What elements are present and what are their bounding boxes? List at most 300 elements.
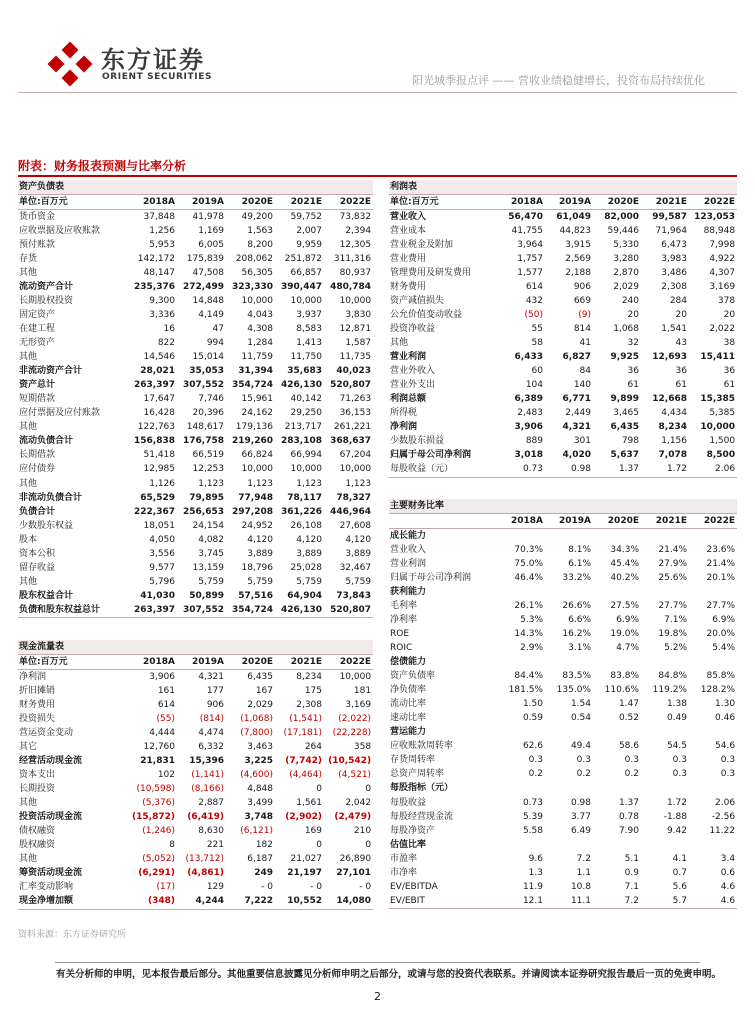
cell-value: 14,848 bbox=[192, 295, 224, 306]
cell-value: 59,446 bbox=[607, 225, 639, 236]
cell-value: 264 bbox=[304, 741, 322, 752]
cell-value: 5,759 bbox=[296, 576, 322, 587]
table-row bbox=[389, 824, 737, 838]
cell-value: 36 bbox=[675, 366, 687, 377]
row-label: 应付票据及应付账款 bbox=[19, 408, 101, 419]
table-row bbox=[18, 252, 373, 266]
cell-value: 1.37 bbox=[618, 797, 639, 808]
cell-value: 2,308 bbox=[296, 699, 322, 710]
logo-english-name: ORIENT SECURITIES bbox=[102, 72, 213, 82]
cell-value: 1.3 bbox=[528, 867, 543, 878]
table-section-header bbox=[389, 180, 737, 195]
cell-value: 99,587 bbox=[652, 211, 687, 222]
cell-value: 4,848 bbox=[247, 783, 273, 794]
table-row bbox=[18, 477, 373, 491]
cell-value bbox=[593, 726, 641, 740]
row-label: 净利润 bbox=[390, 422, 418, 433]
cell-value: 2,188 bbox=[565, 267, 591, 278]
cell-value: 26.1% bbox=[514, 600, 543, 611]
cell-value: 4,244 bbox=[177, 895, 226, 910]
row-label: 营业税金及附加 bbox=[390, 239, 454, 250]
cell-value: 5,759 bbox=[345, 576, 372, 587]
cell-value: 3,336 bbox=[149, 309, 175, 320]
cell-value: - 0 bbox=[359, 882, 372, 893]
cell-value: (1,068) bbox=[240, 713, 273, 724]
year-header: 2018A bbox=[128, 195, 177, 210]
cell-value: 1.1 bbox=[576, 867, 591, 878]
cell-value: 10,000 bbox=[290, 464, 322, 475]
income-statement-table bbox=[389, 180, 737, 478]
logo-chinese-name: 东方证券 bbox=[101, 46, 205, 74]
cell-value: 15,014 bbox=[192, 352, 224, 363]
cell-value: 34.3% bbox=[610, 544, 639, 555]
table-row bbox=[18, 463, 373, 477]
row-label: 存货周转率 bbox=[390, 755, 436, 766]
row-label: 股权融资 bbox=[19, 840, 56, 851]
row-label: 市盈率 bbox=[390, 853, 418, 864]
cell-value bbox=[689, 585, 737, 599]
table-row bbox=[18, 867, 373, 881]
cell-value: 906 bbox=[206, 699, 224, 710]
row-label: 获利能力 bbox=[390, 586, 427, 597]
table-row bbox=[18, 547, 373, 561]
table-row bbox=[389, 393, 737, 407]
cell-value: 3,964 bbox=[517, 239, 543, 250]
cell-value: 6.6% bbox=[568, 614, 591, 625]
page-number: 2 bbox=[374, 990, 381, 1003]
year-header: 2020E bbox=[593, 195, 641, 210]
row-label: 资产总计 bbox=[19, 380, 56, 391]
cell-value: 32,467 bbox=[339, 562, 372, 573]
cell-value: 82,000 bbox=[604, 211, 639, 222]
cell-value: 9.42 bbox=[666, 825, 687, 836]
cell-value: 32 bbox=[627, 338, 639, 349]
cell-value: 0.2 bbox=[528, 769, 543, 780]
row-label: 折旧摊销 bbox=[19, 685, 56, 696]
cell-value: 47 bbox=[212, 323, 224, 334]
cell-value: 7,222 bbox=[226, 895, 275, 910]
cell-value: 12,253 bbox=[192, 464, 224, 475]
cell-value: 669 bbox=[573, 295, 591, 306]
row-label: 资本公积 bbox=[19, 548, 56, 559]
cell-value: 284 bbox=[669, 295, 687, 306]
cell-value: 446,964 bbox=[330, 506, 372, 517]
row-label: 汇率变动影响 bbox=[19, 882, 74, 893]
row-label: 营运能力 bbox=[390, 727, 427, 738]
row-label: 短期借款 bbox=[19, 394, 56, 405]
cell-value: 80,937 bbox=[339, 267, 372, 278]
year-header: 2020E bbox=[593, 514, 641, 529]
cell-value: 11,735 bbox=[339, 352, 372, 363]
cell-value: (1,541) bbox=[289, 713, 322, 724]
cell-value: 12,985 bbox=[143, 464, 175, 475]
row-label: 应收票据及应收账款 bbox=[19, 225, 101, 236]
row-label: 其他 bbox=[19, 422, 38, 433]
cell-value: 1.38 bbox=[666, 699, 687, 710]
table-row bbox=[389, 266, 737, 280]
row-label: 每股指标（元） bbox=[390, 783, 454, 794]
table-row bbox=[18, 684, 373, 698]
cell-value: 19.8% bbox=[658, 628, 687, 639]
cell-value: 4,474 bbox=[198, 727, 224, 738]
table-row bbox=[389, 782, 737, 796]
table-row bbox=[18, 740, 373, 754]
row-label: 营业外收入 bbox=[390, 366, 436, 377]
cell-value: 9.6 bbox=[528, 853, 543, 864]
cell-value: 23.6% bbox=[706, 544, 736, 555]
cell-value: 1,256 bbox=[149, 225, 175, 236]
cell-value: 16,428 bbox=[143, 408, 175, 419]
cash-flow-rows bbox=[18, 670, 373, 910]
cell-value: 8,583 bbox=[296, 323, 322, 334]
cell-value: (4,464) bbox=[289, 769, 322, 780]
income-statement-rows bbox=[389, 210, 737, 478]
year-header: 2019A bbox=[177, 655, 226, 670]
table-row bbox=[18, 726, 373, 740]
row-label: 总资产周转率 bbox=[390, 769, 445, 780]
cell-value: 12,305 bbox=[339, 239, 372, 250]
cell-value: 0 bbox=[365, 783, 372, 794]
cell-value: (15,872) bbox=[132, 812, 175, 823]
cell-value: 71,263 bbox=[339, 394, 372, 405]
cell-value: 994 bbox=[206, 338, 224, 349]
cell-value: 8,234 bbox=[658, 422, 687, 433]
cell-value: 208,062 bbox=[235, 253, 273, 264]
cell-value: 354,724 bbox=[232, 380, 273, 391]
cell-value: (6,121) bbox=[240, 826, 273, 837]
cell-value: 11,759 bbox=[241, 352, 273, 363]
cell-value bbox=[593, 585, 641, 599]
cell-value: 3,556 bbox=[149, 548, 175, 559]
cell-value: 10,000 bbox=[290, 295, 322, 306]
unit-label: 单位:百万元 bbox=[18, 655, 128, 670]
cell-value: 24,952 bbox=[241, 520, 273, 531]
ratio-rows bbox=[389, 529, 737, 909]
cell-value: 17,647 bbox=[143, 394, 175, 405]
table-row bbox=[389, 224, 737, 238]
year-header: 2021E bbox=[641, 514, 689, 529]
cell-value: 135.0% bbox=[556, 685, 591, 696]
cell-value: 110.6% bbox=[604, 685, 639, 696]
row-label: EV/EBIT bbox=[389, 894, 497, 909]
table-row bbox=[18, 712, 373, 726]
cell-value: 0.49 bbox=[666, 713, 687, 724]
cell-value: 8 bbox=[169, 840, 175, 851]
income-statement-title: 利润表 bbox=[389, 180, 737, 195]
cell-value: (55) bbox=[156, 713, 175, 724]
cell-value: 2,029 bbox=[247, 699, 273, 710]
table-row bbox=[18, 895, 373, 910]
cell-value: 0.6 bbox=[720, 867, 736, 878]
ratio-title: 主要财务比率 bbox=[389, 499, 737, 514]
cell-value: 9,300 bbox=[149, 295, 175, 306]
cell-value: 64,904 bbox=[287, 590, 322, 601]
table-row bbox=[389, 712, 737, 726]
table-row bbox=[18, 670, 373, 685]
cell-value: 123,053 bbox=[694, 211, 736, 222]
row-label: 非流动资产合计 bbox=[19, 366, 83, 377]
row-label: 筹资活动现金流 bbox=[19, 868, 83, 879]
cell-value: 2.9% bbox=[520, 642, 543, 653]
cell-value: (50) bbox=[524, 309, 543, 320]
cell-value: (2,022) bbox=[338, 713, 372, 724]
cell-value: 10,000 bbox=[339, 295, 372, 306]
cell-value: 21,197 bbox=[287, 868, 322, 879]
row-label: 其他 bbox=[390, 338, 409, 349]
cell-value: 27,101 bbox=[336, 868, 372, 879]
cell-value: 25.6% bbox=[658, 572, 687, 583]
cell-value: 297,208 bbox=[232, 506, 273, 517]
table-row bbox=[18, 266, 373, 280]
cash-flow-table bbox=[18, 640, 373, 910]
cell-value: 2,308 bbox=[661, 281, 687, 292]
cell-value: 55 bbox=[531, 323, 543, 334]
cell-value: 140 bbox=[573, 380, 591, 391]
row-label: 经营活动现金流 bbox=[19, 755, 83, 766]
cell-value bbox=[545, 656, 593, 670]
cell-value: 323,330 bbox=[232, 281, 273, 292]
cell-value: 27.5% bbox=[610, 600, 639, 611]
cell-value: 20,396 bbox=[192, 408, 224, 419]
cell-value: 5,796 bbox=[149, 576, 175, 587]
cell-value: 8,234 bbox=[296, 671, 322, 682]
cell-value: 1,068 bbox=[613, 323, 639, 334]
cell-value: 27.7% bbox=[658, 600, 687, 611]
cell-value: (17) bbox=[156, 882, 175, 893]
cell-value: 5.39 bbox=[522, 811, 543, 822]
cell-value: 10,000 bbox=[339, 671, 372, 682]
cell-value: 5.3% bbox=[520, 614, 543, 625]
row-label: 少数股东损益 bbox=[390, 436, 445, 447]
row-label: 其他 bbox=[19, 478, 38, 489]
cell-value: 73,843 bbox=[336, 590, 372, 601]
cell-value: 5.6 bbox=[672, 881, 687, 892]
cell-value bbox=[689, 782, 737, 796]
cell-value: 210 bbox=[353, 826, 372, 837]
cell-value: 520,807 bbox=[324, 603, 373, 618]
cell-value: 62.6 bbox=[522, 741, 543, 752]
cell-value: 20 bbox=[627, 309, 639, 320]
cell-value: 3,169 bbox=[345, 699, 372, 710]
cell-value: 61,049 bbox=[556, 211, 591, 222]
cell-value: 7.2 bbox=[593, 894, 641, 909]
table-row bbox=[18, 435, 373, 449]
cell-value: 5,759 bbox=[247, 576, 273, 587]
cell-value: 2,449 bbox=[565, 408, 591, 419]
table-row bbox=[389, 252, 737, 266]
cell-value: 73,832 bbox=[339, 211, 372, 222]
table-row bbox=[389, 880, 737, 894]
cell-value: 48,147 bbox=[143, 267, 175, 278]
cell-value: 307,552 bbox=[177, 603, 226, 618]
row-label: 营运资金变动 bbox=[19, 727, 74, 738]
ratio-table bbox=[389, 499, 737, 909]
table-row bbox=[18, 238, 373, 252]
cell-value: 20.0% bbox=[706, 628, 736, 639]
cell-value: 307,552 bbox=[183, 380, 224, 391]
cell-value: 61 bbox=[723, 380, 736, 391]
cell-value: 219,260 bbox=[232, 436, 273, 447]
cell-value: 44,823 bbox=[559, 225, 591, 236]
cell-value: (7,742) bbox=[285, 755, 322, 766]
year-header: 2020E bbox=[226, 195, 275, 210]
cell-value: 4,082 bbox=[198, 534, 224, 545]
cell-value: 9,577 bbox=[149, 562, 175, 573]
cell-value: (13,712) bbox=[185, 854, 224, 865]
header-divider bbox=[18, 92, 737, 93]
table-row bbox=[18, 603, 373, 618]
cell-value: 14.3% bbox=[514, 628, 543, 639]
table-row bbox=[389, 656, 737, 670]
table-row bbox=[18, 379, 373, 393]
cell-value: 0.3 bbox=[672, 755, 687, 766]
cell-value: 4,434 bbox=[661, 408, 687, 419]
cell-value: 2,042 bbox=[345, 798, 372, 809]
row-label: 非流动负债合计 bbox=[19, 492, 83, 503]
cell-value: 156,838 bbox=[134, 436, 175, 447]
row-label: 管理费用及研发费用 bbox=[390, 267, 472, 278]
table-row bbox=[18, 797, 373, 811]
cell-value: 40.2% bbox=[610, 572, 639, 583]
cell-value: 3,745 bbox=[198, 548, 224, 559]
cell-value: 368,637 bbox=[330, 436, 372, 447]
cell-value: 2,394 bbox=[345, 225, 372, 236]
cell-value: 0.2 bbox=[576, 769, 591, 780]
table-row bbox=[389, 796, 737, 810]
cell-value: 4,321 bbox=[198, 671, 224, 682]
cell-value: 84.4% bbox=[514, 671, 543, 682]
row-label: 其他 bbox=[19, 798, 38, 809]
cell-value: 3,018 bbox=[514, 450, 543, 461]
cell-value bbox=[641, 656, 689, 670]
table-row bbox=[18, 491, 373, 505]
cell-value: 45.4% bbox=[610, 558, 639, 569]
cell-value: 66,824 bbox=[241, 450, 273, 461]
cell-value: 167 bbox=[255, 685, 273, 696]
cell-value: 426,130 bbox=[281, 380, 322, 391]
unit-label: 单位:百万元 bbox=[389, 195, 497, 210]
cell-value: 29,250 bbox=[290, 408, 322, 419]
table-row bbox=[18, 421, 373, 435]
cell-value: 0.3 bbox=[672, 769, 687, 780]
cell-value: 1.47 bbox=[618, 699, 639, 710]
cell-value: 177 bbox=[206, 685, 224, 696]
cell-value: 142,172 bbox=[137, 253, 175, 264]
cell-value: 56,305 bbox=[241, 267, 273, 278]
row-label: 营业利润 bbox=[390, 352, 427, 363]
cell-value: 426,130 bbox=[275, 603, 324, 618]
cell-value bbox=[497, 585, 545, 599]
cell-value: 1,757 bbox=[517, 253, 543, 264]
cell-value: 51,418 bbox=[143, 450, 175, 461]
cell-value: 27.7% bbox=[706, 600, 736, 611]
row-label: 流动负债合计 bbox=[19, 436, 74, 447]
cell-value: 2,870 bbox=[613, 267, 639, 278]
table-row bbox=[389, 379, 737, 393]
cell-value: 0.78 bbox=[618, 811, 639, 822]
cell-value: 7,998 bbox=[709, 239, 736, 250]
table-row bbox=[389, 585, 737, 599]
cell-value: 4,120 bbox=[345, 534, 372, 545]
cell-value: 8,630 bbox=[198, 826, 224, 837]
cell-value: 179,136 bbox=[235, 422, 273, 433]
cell-value: 221 bbox=[206, 840, 224, 851]
cell-value: 798 bbox=[621, 436, 639, 447]
cell-value: 480,784 bbox=[330, 281, 372, 292]
cell-value: 122,763 bbox=[137, 422, 175, 433]
cell-value: (17,181) bbox=[283, 727, 322, 738]
cell-value: 6.9% bbox=[712, 614, 736, 625]
cell-value: 1,123 bbox=[296, 478, 322, 489]
table-row bbox=[389, 684, 737, 698]
row-label: 长期借款 bbox=[19, 450, 56, 461]
table-row bbox=[389, 866, 737, 880]
row-label: 每股收益 bbox=[390, 797, 427, 808]
row-label: 营业成本 bbox=[390, 225, 427, 236]
cell-value: 3,889 bbox=[345, 548, 372, 559]
cell-value: 6,827 bbox=[562, 352, 591, 363]
cell-value: 26,108 bbox=[290, 520, 322, 531]
cell-value: 1,123 bbox=[345, 478, 372, 489]
year-header: 2018A bbox=[497, 514, 545, 529]
cell-value: 1,413 bbox=[296, 338, 322, 349]
cell-value: 31,394 bbox=[238, 366, 273, 377]
table-row bbox=[389, 852, 737, 866]
year-header: 2021E bbox=[275, 195, 324, 210]
row-label: 成长能力 bbox=[390, 530, 427, 541]
table-row bbox=[389, 641, 737, 655]
row-label: 净利润 bbox=[19, 671, 47, 682]
cell-value: 47,508 bbox=[192, 267, 224, 278]
cell-value: 169 bbox=[304, 826, 322, 837]
cell-value: 78,117 bbox=[287, 492, 322, 503]
cell-value: 84 bbox=[579, 366, 591, 377]
cell-value bbox=[497, 782, 545, 796]
table-row bbox=[389, 365, 737, 379]
table-row bbox=[18, 825, 373, 839]
cell-value: 5.2% bbox=[664, 642, 687, 653]
cell-value: 1,156 bbox=[661, 436, 687, 447]
row-label: 存货 bbox=[19, 253, 38, 264]
cell-value: 57,516 bbox=[238, 590, 273, 601]
cell-value: 176,758 bbox=[183, 436, 224, 447]
cell-value: 213,717 bbox=[284, 422, 322, 433]
cell-value: 4,149 bbox=[198, 309, 224, 320]
company-logo bbox=[47, 40, 227, 90]
cell-value: 3,906 bbox=[514, 422, 543, 433]
cell-value: 61 bbox=[627, 380, 639, 391]
cell-value: 10,552 bbox=[275, 895, 324, 910]
cell-value: (9) bbox=[578, 309, 591, 320]
cell-value: 3,915 bbox=[565, 239, 591, 250]
cell-value: 0.59 bbox=[522, 713, 543, 724]
cell-value: 0.3 bbox=[720, 769, 736, 780]
cell-value bbox=[497, 529, 545, 544]
cell-value: 361,226 bbox=[281, 506, 322, 517]
cell-value: 88,948 bbox=[703, 225, 736, 236]
cell-value: (6,291) bbox=[138, 868, 175, 879]
table-row bbox=[389, 670, 737, 684]
cell-value: 84.8% bbox=[658, 671, 687, 682]
cell-value: 7.2 bbox=[576, 853, 591, 864]
row-label: 流动比率 bbox=[390, 699, 427, 710]
cell-value bbox=[641, 585, 689, 599]
cell-value: 20 bbox=[675, 309, 687, 320]
cell-value: -1.88 bbox=[663, 811, 687, 822]
row-label: 少数股东权益 bbox=[19, 520, 74, 531]
cell-value: 7.1% bbox=[664, 614, 687, 625]
table-row bbox=[389, 599, 737, 613]
